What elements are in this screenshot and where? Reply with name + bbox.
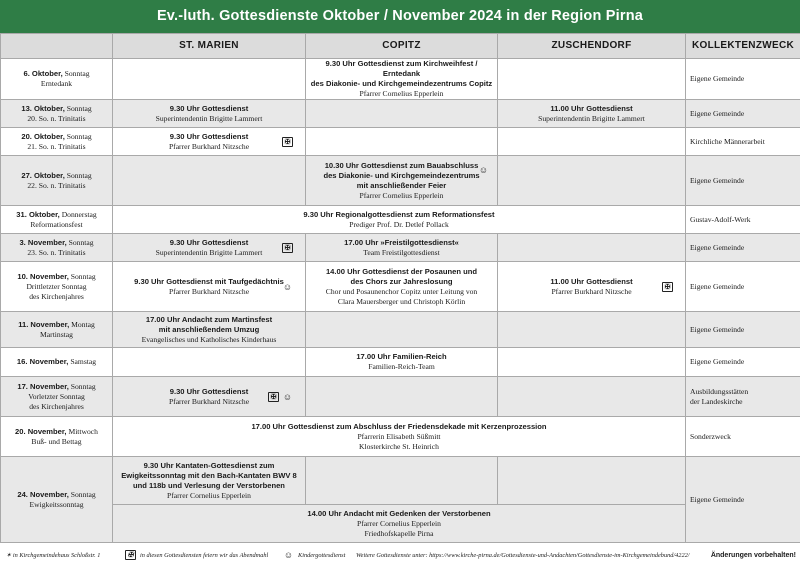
abendmahl-icon: ✠: [282, 137, 293, 147]
footer-abendmahl-note: in diesen Gottesdiensten feiern wir das Abendmahl: [140, 551, 269, 559]
service-cell-friedhof: 14.00 Uhr Andacht mit Gedenken der Verstorbenen Pfarrer Cornelius Epperlein Friedhofskapelle Pirna: [113, 505, 686, 543]
kollekte-cell: Sonderzweck: [686, 417, 800, 457]
date-cell: 17. November, Sonntag Vorletzter Sonntag des Kirchenjahres: [1, 377, 113, 417]
service-cell-copitz: 17.00 Uhr Familien-Reich Familien-Reich-Team: [306, 348, 498, 377]
col-zuschendorf: ZUSCHENDORF: [498, 34, 686, 59]
service-cell-copitz: 9.30 Uhr Gottesdienst zum Kirchweihfest / Erntedank des Diakonie- und Kirchgemeindezentrums Copitz Pfarrer Cornelius Epperlein: [306, 59, 498, 100]
kindergottesdienst-icon: ☺: [282, 391, 293, 402]
service-cell-marien: 9.30 Uhr Gottesdienst Superintendentin Brigitte Lammert ✠: [113, 234, 306, 262]
service-cell-copitz: [306, 100, 498, 128]
date-cell: 6. Oktober, Sonntag Erntedank: [1, 59, 113, 100]
date-cell: 20. Oktober, Sonntag 21. So. n. Trinitatis: [1, 128, 113, 156]
service-cell-marien: 9.30 Uhr Gottesdienst mit Taufgedächtnis Pfarrer Burkhard Nitzsche ☺: [113, 262, 306, 312]
service-cell-marien: [113, 156, 306, 206]
abendmahl-icon: ✠: [268, 392, 279, 402]
table-row: [1, 128, 800, 156]
date-cell: 27. Oktober, Sonntag 22. So. n. Trinitatis: [1, 156, 113, 206]
service-cell-zuschendorf: [498, 128, 686, 156]
service-cell-copitz: [306, 457, 498, 505]
abendmahl-icon: ✠: [125, 550, 136, 560]
service-cell-zuschendorf: [498, 348, 686, 377]
table-row: [1, 206, 800, 234]
table-row: [1, 234, 800, 262]
service-cell-marien: 9.30 Uhr Gottesdienst Superintendentin Brigitte Lammert: [113, 100, 306, 128]
kollekte-cell: Kirchliche Männerarbeit: [686, 128, 800, 156]
date-cell: 3. November, Sonntag 23. So. n. Trinitatis: [1, 234, 113, 262]
kindergottesdienst-icon: ☺: [478, 165, 489, 175]
column-header-row: [1, 34, 800, 59]
date-cell: 20. November, Mittwoch Buß- und Bettag: [1, 417, 113, 457]
footer: [0, 542, 800, 568]
service-cell-copitz: [306, 312, 498, 348]
col-date: [1, 34, 113, 59]
service-cell-copitz: [306, 377, 498, 417]
service-cell-zuschendorf: 11.00 Uhr Gottesdienst Superintendentin Brigitte Lammert: [498, 100, 686, 128]
service-cell-copitz: 17.00 Uhr »Freistilgottesdienst« Team Freistilgottesdienst: [306, 234, 498, 262]
service-cell-zuschendorf: [498, 377, 686, 417]
service-cell-marien: 9.30 Uhr Kantaten-Gottesdienst zum Ewigkeitssonntag mit den Bach-Kantaten BWV 8 und 118b und Verlesung der Verstorbenen Pfarrer Cornelius Epperlein: [113, 457, 306, 505]
table-row: [1, 156, 800, 206]
service-cell-marien: [113, 59, 306, 100]
kollekte-cell: Eigene Gemeinde: [686, 262, 800, 312]
footer-weitere-link[interactable]: Weitere Gottesdienste unter: https://www.kirche-pirna.de/Gottesdienste-und-Andachten/Gottesdienste-im-Kirchgemeindebund/4222/: [356, 551, 690, 559]
col-st-marien: ST. MARIEN: [113, 34, 306, 59]
kollekte-cell: Eigene Gemeinde: [686, 312, 800, 348]
kollekte-cell: Eigene Gemeinde: [686, 59, 800, 100]
table-row: [1, 417, 800, 457]
service-cell-zuschendorf: [498, 59, 686, 100]
service-cell-marien: 9.30 Uhr Gottesdienst Pfarrer Burkhard Nitzsche ✠: [113, 128, 306, 156]
abendmahl-icon: ✠: [662, 282, 673, 292]
table-row: [1, 457, 800, 505]
service-cell-marien: 17.00 Uhr Andacht zum Martinsfest mit anschließendem Umzug Evangelisches und Katholisches Kinderhaus: [113, 312, 306, 348]
col-copitz: COPITZ: [306, 34, 498, 59]
table-row: [1, 59, 800, 100]
service-cell-zuschendorf: [498, 156, 686, 206]
kindergottesdienst-icon: ☺: [282, 281, 293, 292]
service-cell-zuschendorf: [498, 312, 686, 348]
date-cell: 13. Oktober, Sonntag 20. So. n. Trinitatis: [1, 100, 113, 128]
kindergottesdienst-icon: ☺: [283, 550, 294, 560]
footer-kinder-note: Kindergottesdienst: [298, 551, 346, 559]
table-row: [1, 348, 800, 377]
table-row: [1, 312, 800, 348]
date-cell: 11. November, Montag Martinstag: [1, 312, 113, 348]
table-row: [1, 377, 800, 417]
service-cell-copitz: 14.00 Uhr Gottesdienst der Posaunen und des Chors zur Jahreslosung Chor und Posaunenchor Copitz unter Leitung von Clara Mauersberger und Christoph Körlin: [306, 262, 498, 312]
service-table: [0, 33, 800, 543]
table-row: [1, 505, 800, 543]
footer-star-note: ✶ in Kirchgemeindehaus Schloßstr. 1: [6, 551, 101, 559]
service-cell-marien: 9.30 Uhr Gottesdienst Pfarrer Burkhard Nitzsche ✠ ☺: [113, 377, 306, 417]
table-row: [1, 262, 800, 312]
page-title: Ev.-luth. Gottesdienste Oktober / November 2024 in der Region Pirna: [0, 0, 800, 33]
service-cell-copitz: 10.30 Uhr Gottesdienst zum Bauabschluss des Diakonie- und Kirchgemeindezentrums mit anschließender Feier Pfarrer Cornelius Epperlein ☺: [306, 156, 498, 206]
kollekte-cell: Eigene Gemeinde: [686, 100, 800, 128]
kollekte-cell: Eigene Gemeinde: [686, 234, 800, 262]
service-cell-zuschendorf: 11.00 Uhr Gottesdienst Pfarrer Burkhard Nitzsche ✠: [498, 262, 686, 312]
service-cell-zuschendorf: [498, 234, 686, 262]
kollekte-cell: Ausbildungsstätten der Landeskirche: [686, 377, 800, 417]
service-cell-zuschendorf: [498, 457, 686, 505]
kollekte-cell: Eigene Gemeinde: [686, 457, 800, 543]
date-cell: 31. Oktober, Donnerstag Reformationsfest: [1, 206, 113, 234]
footer-changes-note: Änderungen vorbehalten!: [710, 551, 796, 559]
table-row: [1, 100, 800, 128]
kollekte-cell: Eigene Gemeinde: [686, 156, 800, 206]
service-cell-copitz: [306, 128, 498, 156]
service-cell-region: 17.00 Uhr Gottesdienst zum Abschluss der Friedensdekade mit Kerzenprozession Pfarrerin Elisabeth Süßmitt Klosterkirche St. Heinrich: [113, 417, 686, 457]
kollekte-cell: Eigene Gemeinde: [686, 348, 800, 377]
service-cell-region: 9.30 Uhr Regionalgottesdienst zum Reformationsfest Prediger Prof. Dr. Detlef Pollack: [113, 206, 686, 234]
service-cell-marien: [113, 348, 306, 377]
col-kollektenzweck: KOLLEKTENZWECK: [686, 34, 800, 59]
date-cell: 10. November, Sonntag Drittletzter Sonntag des Kirchenjahres: [1, 262, 113, 312]
kollekte-cell: Gustav-Adolf-Werk: [686, 206, 800, 234]
date-cell: 24. November, Sonntag Ewigkeitssonntag: [1, 457, 113, 543]
abendmahl-icon: ✠: [282, 243, 293, 253]
date-cell: 16. November, Samstag: [1, 348, 113, 377]
